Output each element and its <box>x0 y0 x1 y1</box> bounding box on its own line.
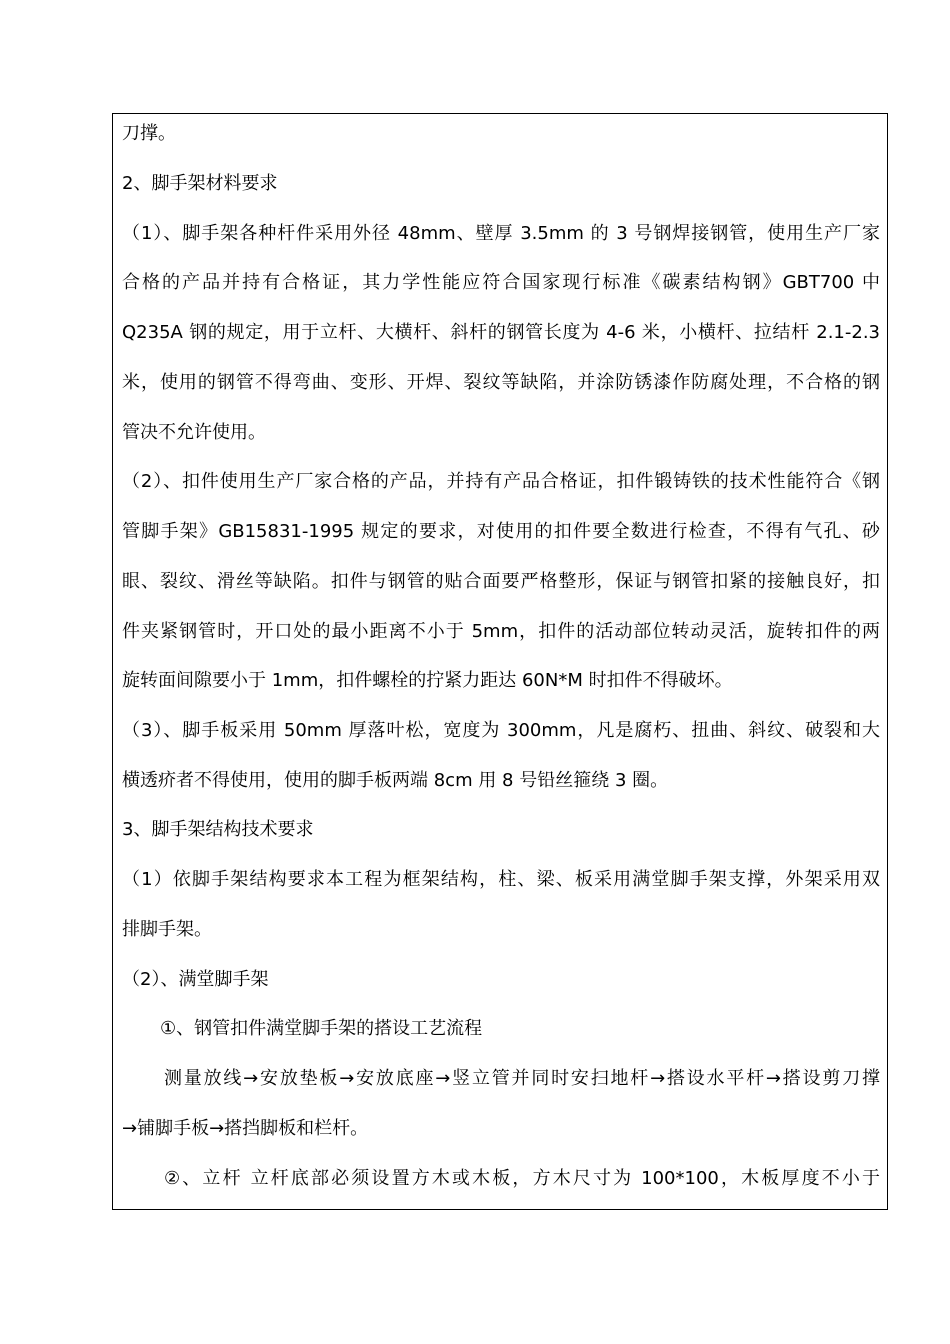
text-line: 件夹紧钢管时，开口处的最小距离不小于 5mm，扣件的活动部位转动灵活，旋转扣件的两 <box>122 621 880 642</box>
text-line: （1）、脚手架各种杆件采用外径 48mm、壁厚 3.5mm 的 3 号钢焊接钢管，使用生产厂家 <box>122 223 880 244</box>
text-line: 合格的产品并持有合格证，其力学性能应符合国家现行标准《碳素结构钢》GBT700 中 <box>122 272 880 293</box>
text-line: 横透疥者不得使用，使用的脚手板两端 8cm 用 8 号铅丝箍绕 3 圈。 <box>122 770 669 791</box>
text-line: （2）、扣件使用生产厂家合格的产品，并持有产品合格证，扣件锻铸铁的技术性能符合《钢 <box>122 471 880 492</box>
text-line: 眼、裂纹、滑丝等缺陷。扣件与钢管的贴合面要严格整形，保证与钢管扣紧的接触良好，扣 <box>122 571 880 592</box>
text-line: →铺脚手板→搭挡脚板和栏杆。 <box>122 1118 369 1139</box>
text-line: 管脚手架》GB15831-1995 规定的要求，对使用的扣件要全数进行检查，不得有气孔、砂 <box>122 521 880 542</box>
text-line: 排脚手架。 <box>122 919 212 940</box>
text-line: ②、立杆 立杆底部必须设置方木或木板，方木尺寸为 100*100，木板厚度不小于 <box>164 1168 880 1189</box>
text-line: （3）、脚手板采用 50mm 厚落叶松，宽度为 300mm，凡是腐朽、扭曲、斜纹、破裂和大 <box>122 720 880 741</box>
subsection-heading: （2）、满堂脚手架 <box>122 969 269 990</box>
text-line: 管决不允许使用。 <box>122 422 266 443</box>
text-line: Q235A 钢的规定，用于立杆、大横杆、斜杆的钢管长度为 4-6 米，小横杆、拉结杆 2.1-2.3 <box>122 322 880 343</box>
section-heading: 2、脚手架材料要求 <box>122 173 278 194</box>
text-line: （1）依脚手架结构要求本工程为框架结构，柱、梁、板采用满堂脚手架支撑，外架采用双 <box>122 869 880 890</box>
text-line: 米，使用的钢管不得弯曲、变形、开焊、裂纹等缺陷，并涂防锈漆作防腐处理，不合格的钢 <box>122 372 880 393</box>
section-heading: 3、脚手架结构技术要求 <box>122 819 314 840</box>
text-line: 旋转面间隙要小于 1mm，扣件螺栓的拧紧力距达 60N*M 时扣件不得破坏。 <box>122 670 733 691</box>
text-line: 测量放线→安放垫板→安放底座→竖立管并同时安扫地杆→搭设水平杆→搭设剪刀撑 <box>164 1068 880 1089</box>
text-line: 刀撑。 <box>122 123 176 144</box>
text-line: ①、钢管扣件满堂脚手架的搭设工艺流程 <box>160 1018 483 1039</box>
